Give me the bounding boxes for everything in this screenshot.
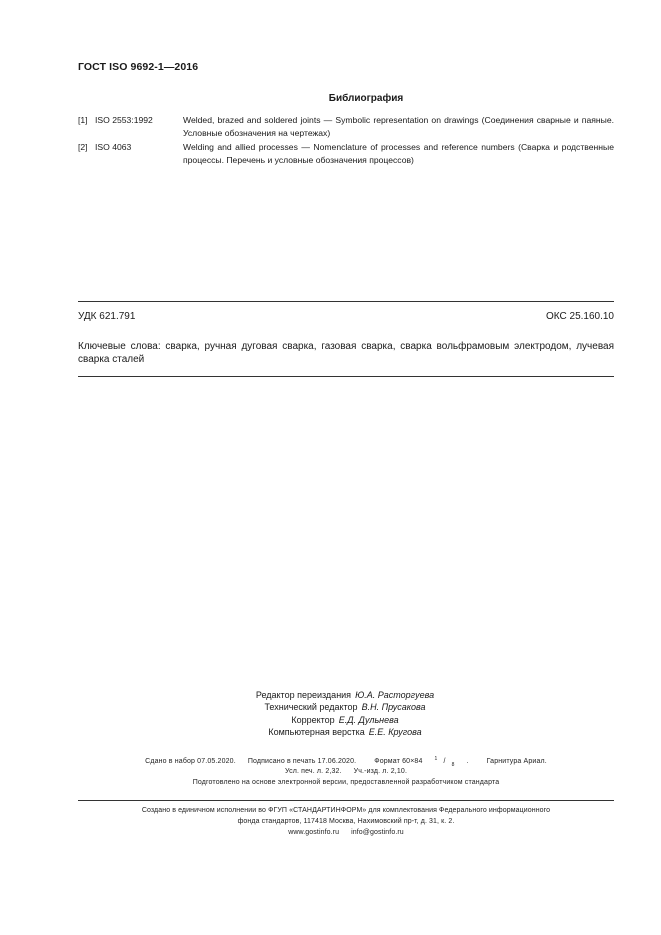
imprint-format: Формат 60×84 $^1$ / $_8$ . bbox=[374, 756, 469, 768]
imprint-line-sheets bbox=[78, 766, 614, 777]
divider-top bbox=[78, 301, 614, 302]
entry-number: [2] bbox=[78, 142, 88, 152]
staff-person: Ю.А. Расторгуева bbox=[355, 690, 435, 700]
entry-code: ISO 4063 bbox=[95, 142, 132, 152]
staff-role: Корректор bbox=[291, 714, 335, 725]
staff-role: Редактор переиздания bbox=[255, 690, 352, 700]
keywords-text: Ключевые слова: сварка, ручная дуговая сварка, газовая сварка, сварка вольфрамовым электродом, лучевая сварка сталей bbox=[78, 341, 614, 365]
entry-text: Welded, brazed and soldered joints — Symbolic representation on drawings (Соединения сварные и паяные. Условные обозначения на чертежах) bbox=[183, 115, 614, 138]
publisher-line-2: фонда стандартов, 117418 Москва, Нахимовский пр-т, д. 31, к. 2. bbox=[237, 818, 455, 825]
editorial-staff bbox=[230, 689, 460, 739]
imprint-pub-sheets: Уч.-изд. л. 2,10. bbox=[353, 768, 408, 775]
publisher-contacts bbox=[78, 827, 614, 839]
divider-publisher bbox=[78, 800, 614, 801]
format-denominator: 8 bbox=[451, 761, 455, 768]
staff-row bbox=[230, 701, 460, 713]
bibliography-entry bbox=[78, 114, 614, 139]
format-suffix: . bbox=[466, 758, 469, 766]
publisher-line-1: Создано в единичном исполнении во ФГУП «СТАНДАРТИНФОРМ» для комплектования Федерального информационного bbox=[141, 807, 551, 814]
bibliography-entry bbox=[78, 141, 614, 166]
staff-row bbox=[230, 689, 460, 701]
publisher-website[interactable]: www.gostinfo.ru bbox=[288, 829, 340, 836]
divider-bottom bbox=[78, 376, 614, 377]
bibliography-title: Библиография bbox=[328, 93, 404, 104]
staff-row bbox=[230, 726, 460, 738]
format-prefix: Формат 60×84 bbox=[374, 758, 423, 766]
publisher-email[interactable]: info@gostinfo.ru bbox=[351, 829, 404, 836]
staff-person: Е.Е. Кругова bbox=[368, 727, 422, 738]
udk-code: УДК 621.791 bbox=[78, 311, 136, 322]
imprint-print-sheets: Усл. печ. л. 2,32. bbox=[284, 768, 342, 775]
imprint-typeface: Гарнитура Ариал. bbox=[486, 758, 547, 766]
entry-code: ISO 2553:1992 bbox=[95, 115, 153, 125]
staff-role: Компьютерная верстка bbox=[268, 727, 365, 738]
oks-code: ОКС 25.160.10 bbox=[546, 311, 614, 322]
entry-text: Welding and allied processes — Nomenclature of processes and reference numbers (Сварка и родственные процессы. Перечень и условные обозначения процессов) bbox=[183, 142, 614, 165]
standard-header: ГОСТ ISO 9692-1—2016 bbox=[78, 61, 199, 73]
staff-role: Технический редактор bbox=[264, 702, 358, 713]
format-numerator: 1 bbox=[434, 756, 438, 762]
staff-row bbox=[230, 714, 460, 726]
staff-person: В.Н. Прусакова bbox=[361, 702, 426, 713]
imprint-submitted: Сдано в набор 07.05.2020. bbox=[145, 758, 236, 766]
staff-person: Е.Д. Дульнева bbox=[338, 714, 399, 725]
entry-number: [1] bbox=[78, 115, 88, 125]
imprint-prepared: Подготовлено на основе электронной версии, предоставленной разработчиком стандарта bbox=[192, 779, 500, 786]
imprint-signed: Подписано в печать 17.06.2020. bbox=[247, 758, 357, 766]
